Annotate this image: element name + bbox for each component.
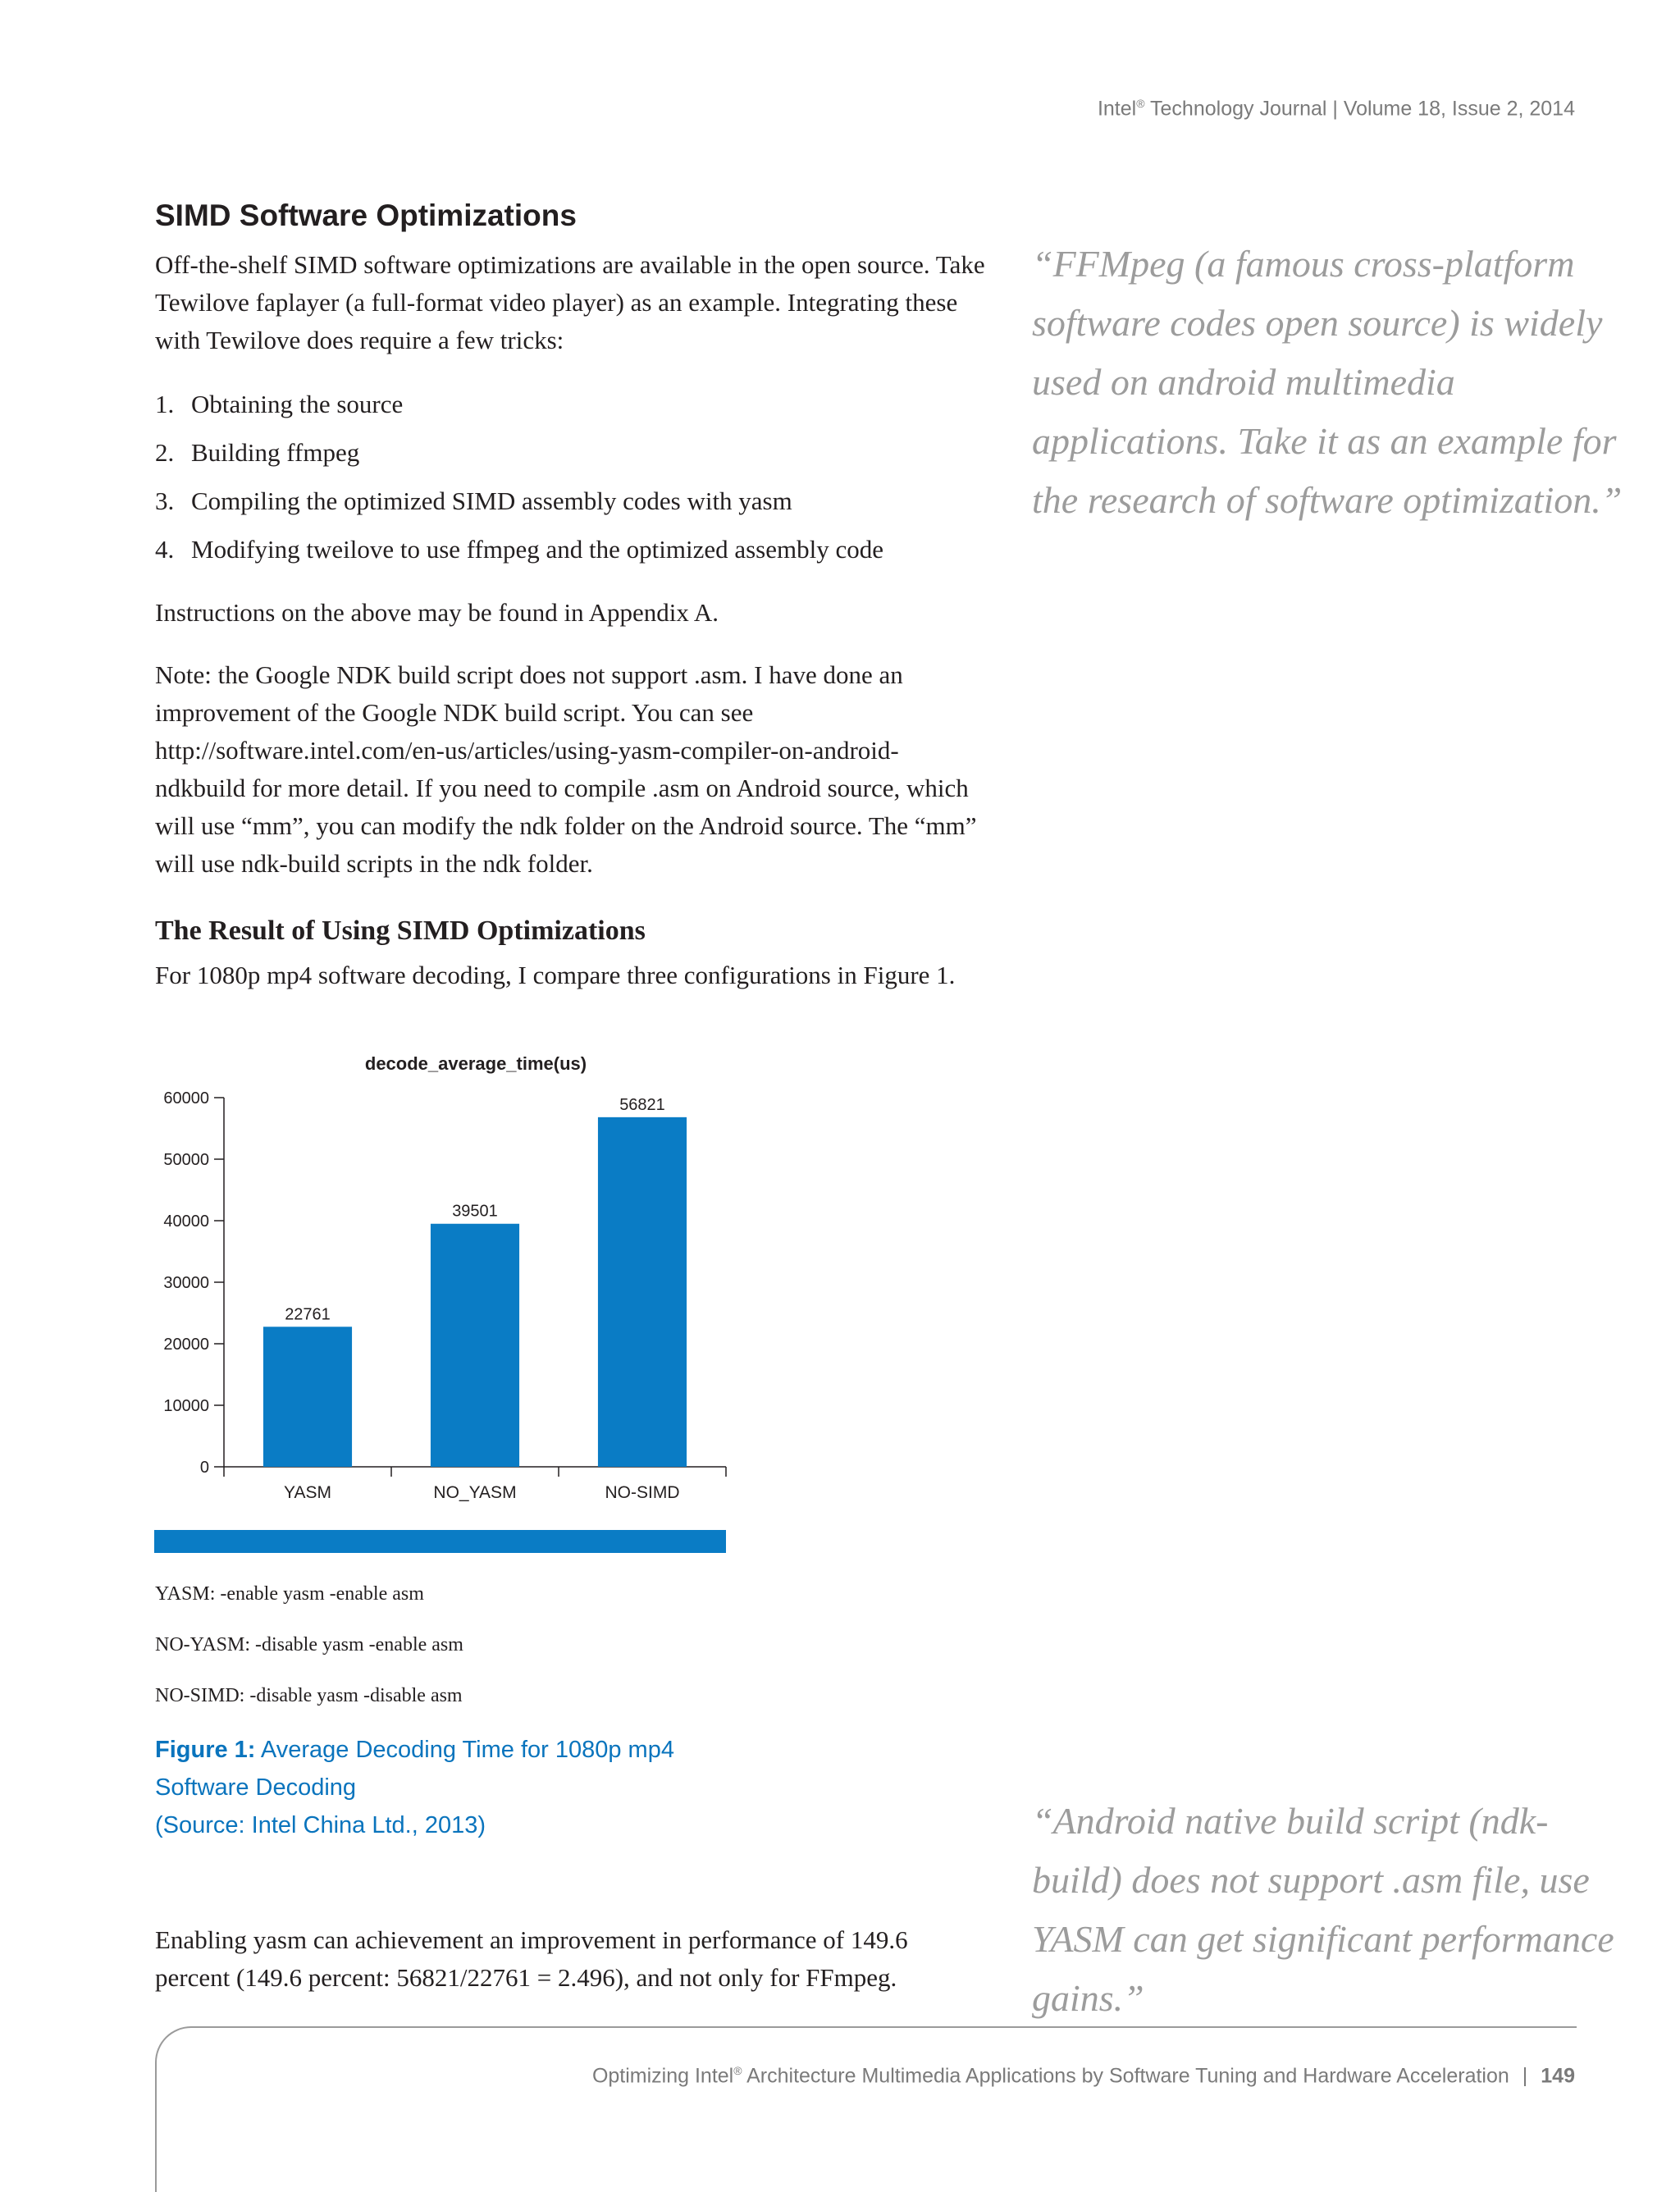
y-tick-label: 0 <box>199 1459 209 1477</box>
y-tick-label: 60000 <box>163 1089 209 1107</box>
list-item <box>155 482 883 531</box>
y-tick-label: 30000 <box>163 1274 209 1292</box>
figure-1-chart <box>115 1050 755 1559</box>
footer-frame <box>155 2026 1577 2192</box>
list-number: 4. <box>155 535 175 564</box>
list-item <box>155 531 883 579</box>
list-item <box>155 434 883 482</box>
footer-title-pre: Optimizing Intel <box>591 2064 734 2088</box>
footer-title-post: Architecture Multimedia Applications by Software Tuning and Hardware Acceleration <box>742 2064 1509 2088</box>
list-text: Obtaining the source <box>191 390 404 418</box>
data-label: 56821 <box>619 1095 665 1114</box>
x-tick-label: NO_YASM <box>433 1483 517 1502</box>
running-header <box>1098 97 1575 121</box>
subsection-title: The Result of Using SIMD Optimizations <box>155 916 646 946</box>
bar-yasm <box>263 1327 352 1467</box>
note-paragraph: Note: the Google NDK build script does not support .asm. I have done an improvement of the Google NDK build script. You can see http://software.intel.com/en-us/articles/using-yasm-compiler-on-android-ndkbuild for more detail. If you need to compile .asm on Android source, which will use “mm”, you can modify the ndk folder on the Android source. The “mm” will use ndk-build scripts in the ndk folder. <box>155 660 977 878</box>
bar-chart <box>115 1050 755 1559</box>
config-definition-yasm: YASM: -enable yasm -enable asm <box>155 1583 424 1605</box>
list-text: Building ffmpeg <box>191 438 360 467</box>
y-tick-label: 20000 <box>163 1336 209 1354</box>
footer-separator: | <box>1522 2064 1528 2088</box>
pull-quote-ndk: “Android native build script (ndk-build) does not support .asm file, use YASM can get significant performance gains.” <box>1032 1800 1614 2019</box>
data-label: 39501 <box>452 1202 498 1221</box>
list-number: 3. <box>155 486 175 515</box>
registered-mark: ® <box>1136 97 1145 110</box>
intro-paragraph: Off-the-shelf SIMD software optimizations are available in the open source. Take Tewilove faplayer (a full-format video player) as an example. Integrating these with Tewilove does require a few tricks: <box>155 250 985 354</box>
journal-name-rest: Technology Journal <box>1144 97 1327 121</box>
caption-line-2: Software Decoding <box>155 1774 357 1801</box>
steps-list <box>155 386 883 579</box>
figure-label: Figure 1: <box>155 1737 256 1763</box>
footer-registered-mark: ® <box>733 2064 742 2077</box>
list-number: 1. <box>155 390 175 418</box>
list-text: Compiling the optimized SIMD assembly codes with yasm <box>191 486 792 515</box>
caption-source: (Source: Intel China Ltd., 2013) <box>155 1812 486 1838</box>
figure-rule <box>154 1530 726 1553</box>
page-number: 149 <box>1541 2064 1575 2088</box>
list-text: Modifying tweilove to use ffmpeg and the optimized assembly code <box>191 535 883 564</box>
pull-quote-ffmpeg: “FFMpeg (a famous cross-platform software codes open source) is widely used on android multimedia applications. Take it as an example for the research of software optimization.” <box>1032 243 1623 521</box>
config-definition-no-simd: NO-SIMD: -disable yasm -disable asm <box>155 1685 463 1706</box>
bar-no-simd <box>598 1117 687 1467</box>
config-definition-no-yasm: NO-YASM: -disable yasm -enable asm <box>155 1634 463 1655</box>
caption-line-1: Average Decoding Time for 1080p mp4 <box>255 1737 674 1763</box>
compare-paragraph: For 1080p mp4 software decoding, I compare three configurations in Figure 1. <box>155 961 956 989</box>
header-separator: | <box>1326 97 1344 121</box>
x-tick-label: YASM <box>284 1483 331 1502</box>
list-item <box>155 386 883 434</box>
y-tick-label: 10000 <box>163 1397 209 1415</box>
instructions-paragraph: Instructions on the above may be found in Appendix A. <box>155 598 719 627</box>
data-label: 22761 <box>285 1305 331 1324</box>
chart-title: decode_average_time(us) <box>364 1053 587 1074</box>
list-number: 2. <box>155 438 175 467</box>
running-footer <box>592 2064 1575 2088</box>
bar-no-yasm <box>431 1224 519 1467</box>
y-tick-label: 40000 <box>163 1212 209 1231</box>
conclusion-paragraph: Enabling yasm can achievement an improvement in performance of 149.6 percent (149.6 percent: 56821/22761 = 2.496), and not only for FFmpeg. <box>155 1925 908 1992</box>
journal-name: Intel <box>1097 97 1137 121</box>
y-tick-label: 50000 <box>163 1151 209 1169</box>
issue-info: Volume 18, Issue 2, 2014 <box>1343 97 1575 121</box>
x-tick-label: NO-SIMD <box>605 1483 680 1502</box>
section-title: SIMD Software Optimizations <box>155 199 577 232</box>
figure-caption <box>155 1731 674 1844</box>
